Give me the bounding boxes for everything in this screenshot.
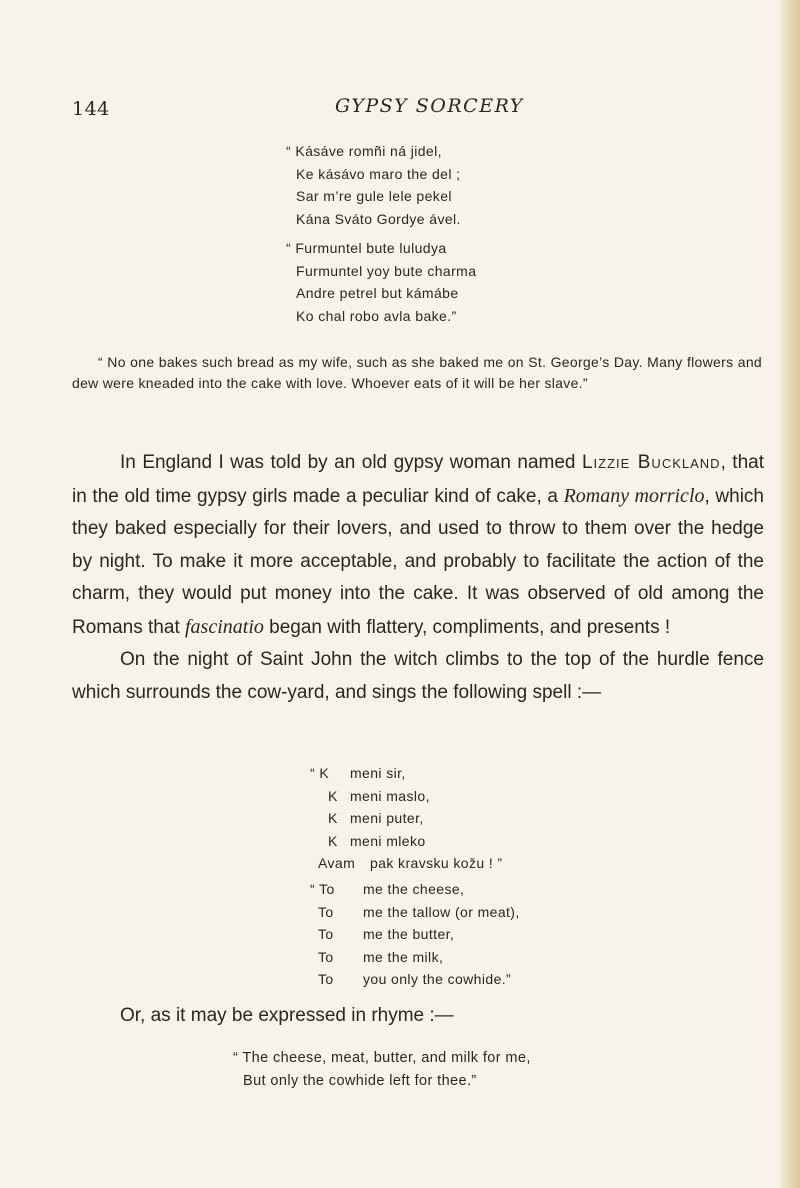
spell-word: meni puter, (350, 810, 424, 826)
spell-word: meni mleko (350, 832, 426, 849)
spell-english (310, 881, 520, 994)
spell-word: pak kravsku kožu ! ” (370, 855, 503, 871)
paragraph-text: , which they baked especially for their lovers, and used to throw to them over the hedge by night. To make it more acceptable, and probably to facilitate the action of the charm, they would put money into the cake. It was observed of old among the Romans that (72, 485, 764, 638)
paragraph-rhyme-intro: Or, as it may be expressed in rhyme :— (120, 1005, 454, 1026)
spell-slavic (310, 765, 503, 878)
person-name: Lizzie Buckland (581, 452, 721, 473)
spell-word: Avam (318, 855, 356, 871)
spell-word: K (328, 810, 338, 826)
spell-line (310, 949, 520, 972)
paragraph-saint-john: On the night of Saint John the witch climbs to the top of the hurdle fence which surrounds the cow-yard, and sings the following spell :— (72, 649, 764, 703)
verse-line: “ Kásáve romñi ná jidel, (286, 143, 442, 159)
spell-word: To (318, 948, 334, 965)
rhyme-verse (233, 1050, 531, 1095)
paragraph-lizzie-buckland (72, 447, 764, 644)
spell-word: meni sir, (350, 765, 406, 781)
spell-line (310, 788, 503, 811)
spell-word: me the butter, (363, 926, 455, 942)
romani-verse-stanza-1 (286, 143, 461, 233)
spell-line (310, 833, 503, 856)
spell-line (310, 881, 520, 904)
spell-word: me the tallow (or meat), (363, 903, 520, 920)
verse-line: Kána Sváto Gordye ável. (296, 210, 461, 227)
spell-line (310, 765, 503, 788)
page-number: 144 (72, 98, 110, 120)
paragraph-text: In England I was told by an old gypsy woman named (120, 452, 582, 473)
verse-line: Andre petrel but kámábe (296, 285, 459, 301)
spell-word: K (328, 832, 338, 849)
spell-line (310, 855, 503, 878)
latin-term: fascinatio (185, 615, 264, 638)
spell-word: K (328, 787, 338, 804)
spell-word: you only the cowhide.” (363, 971, 512, 987)
verse-line: Furmuntel yoy bute charma (296, 262, 477, 279)
verse-line: “ Furmuntel bute luludya (286, 240, 447, 256)
rhyme-intro (72, 1000, 764, 1033)
verse-line: Sar m’re gule lele pekel (296, 188, 452, 204)
spell-line (310, 810, 503, 833)
romany-term: Romany morriclo (563, 484, 705, 507)
spell-word: To (318, 971, 334, 987)
paragraph-text: , that in the old time gypsy girls made a peculiar kind of cake, a (72, 452, 765, 507)
running-title: GYPSY SORCERY (335, 95, 524, 117)
spell-line (310, 926, 520, 949)
romani-verse-stanza-2 (286, 240, 476, 330)
spell-word: “ K (310, 765, 330, 781)
spell-word: To (318, 903, 334, 920)
spell-word: me the milk, (363, 948, 444, 965)
rhyme-line: “ The cheese, meat, butter, and milk for me, (233, 1050, 531, 1066)
translation-text: “ No one bakes such bread as my wife, such as she baked me on St. George’s Day. Many flowers and dew were kneaded into the cake with love. Whoever eats of it will be her slave.” (72, 354, 762, 391)
spell-line (310, 904, 520, 927)
main-prose (72, 447, 764, 709)
paragraph-text: began with flattery, compliments, and presents ! (263, 616, 671, 638)
verse-line: Ke kásávo maro the del ; (296, 165, 461, 182)
spell-word: To (318, 926, 334, 942)
spell-word: “ To (310, 881, 335, 897)
translation-paragraph (72, 352, 762, 393)
spell-word: me the cheese, (363, 881, 465, 897)
verse-line: Ko chal robo avla bake.” (296, 307, 457, 324)
spell-word: meni maslo, (350, 787, 430, 804)
rhyme-line: But only the cowhide left for thee.” (243, 1072, 477, 1089)
spell-line (310, 971, 520, 994)
page-edge-stain (778, 0, 800, 1188)
